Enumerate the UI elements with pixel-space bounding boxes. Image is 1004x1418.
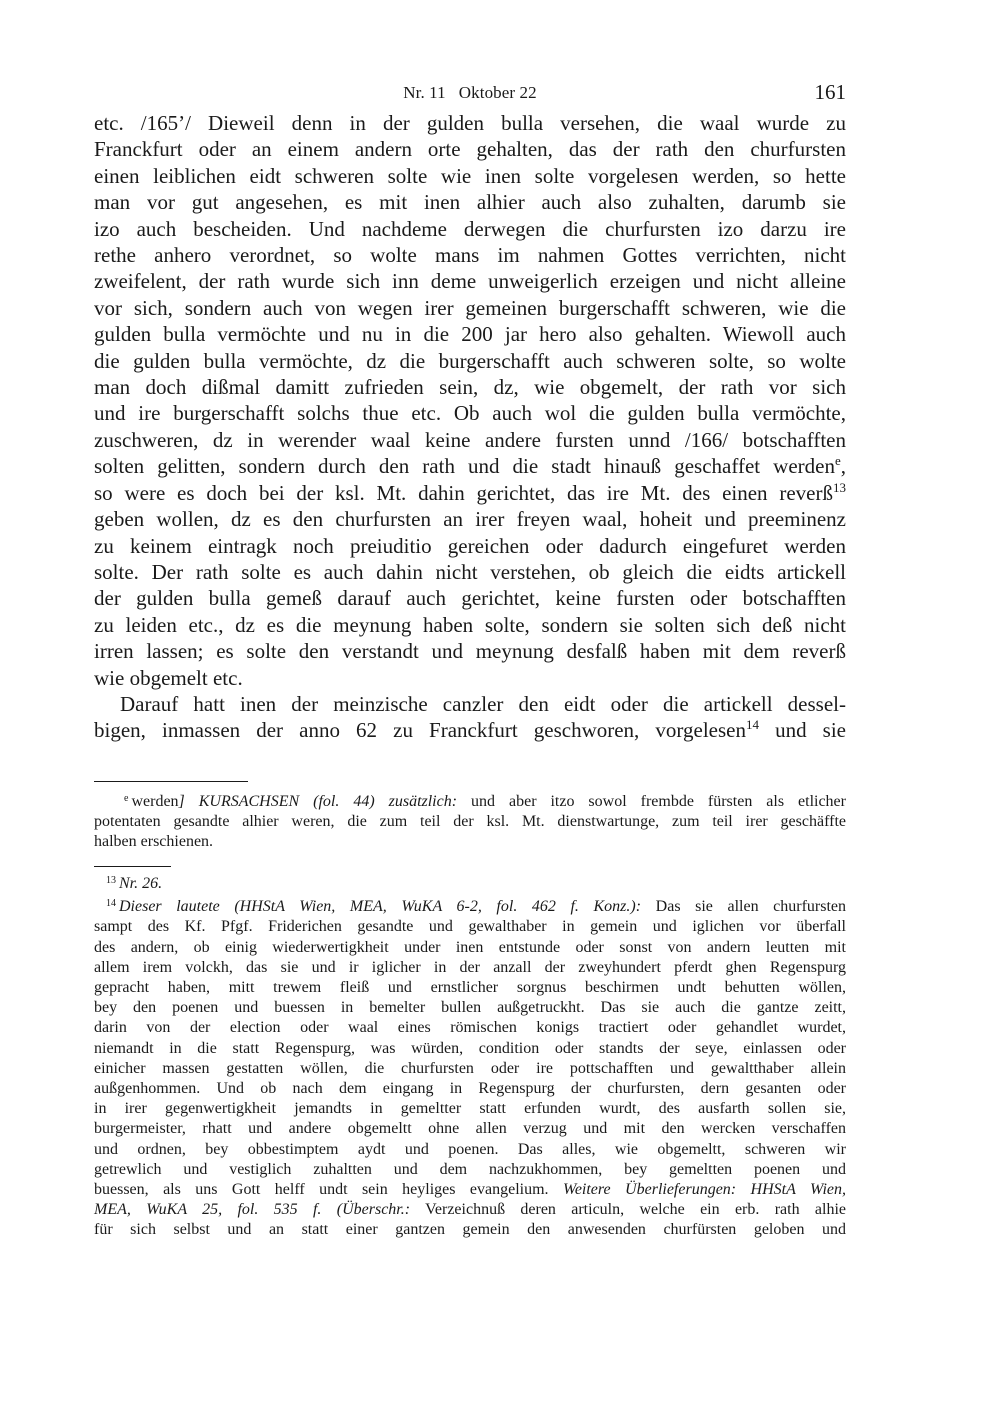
text-line [94, 453, 846, 479]
text-line: zu leiden etc., dz es die meynung haben solte, sondern sie solten sich deß nicht [94, 612, 846, 637]
main-text [94, 110, 846, 744]
critical-apparatus [94, 789, 846, 853]
footnote-14-line: und ordnen, bey obbestimptem aydt und poenen. Das alles, wie obgemeltt, schweren wir [94, 1140, 846, 1158]
text-line: geben wollen, dz es den churfursten an irer freyen waal, hoheit und preeminenz [94, 507, 846, 532]
text-line: irren lassen; es solte den verstandt und meynung desfalß haben mit dem reverß [94, 639, 846, 664]
footnote-source: Dieser lautete (HHStA Wien, MEA, WuKA 6-2, fol. 462 f. Konz.): [119, 898, 642, 916]
text-line: man vor gut angesehen, es mit inen alhier auch also zuhalten, darumb sie [94, 190, 846, 215]
footnote-14-line [94, 1180, 846, 1200]
text-line: zweifelent, der rath wurde sich inn deme unweigerlich erzeigen und nicht alleine [94, 269, 846, 294]
footnotes-rule [94, 866, 171, 867]
footnote-14-line [94, 1200, 846, 1220]
footnote-14-line: bey den poenen und buessen in bemelter bullen außgetruckht. Das sie auch die gantze zeitt, [94, 999, 846, 1017]
footnote-source: MEA, WuKA 25, fol. 535 f. (Überschr.: [94, 1201, 411, 1219]
footnote-marker: 14 [106, 898, 116, 910]
paragraph-1 [94, 110, 846, 691]
footnote-14-line: in irer gegenwertigkheit jemandts in gemeltter statt erfunden wurdt, des ausfarth sollen sie, [94, 1100, 846, 1118]
text-line: vor sich, sondern auch von wegen irer gemeinen burgerschafft schweren, wie die [94, 295, 846, 320]
footnote-text: buessen, als uns Gott helff undt sein heyliges evangelium. [94, 1181, 563, 1199]
footnote-e-line: potentaten gesandte alhier weren, die zum teil der ksl. Mt. dienstwartunge, zum teil irer geschäffte [94, 813, 846, 831]
footnote-ref-e[interactable]: e [834, 453, 841, 469]
critical-apparatus-rule [94, 781, 248, 782]
running-title: Nr. 11 Oktober 22 [403, 83, 537, 102]
text-line: Franckfurt oder an einem andern orte gehalten, das der rath den churfursten [94, 137, 846, 162]
footnote-14-line: für sich selbst und an statt einer gantzen gemein den anwesenden churfürsten geloben und [94, 1221, 846, 1239]
footnote-14-line: darin von der election oder waal eines römischen konigs tractiert oder gehandlet wurdet, [94, 1019, 846, 1037]
line-text: solten gelitten, sondern durch den rath und die stadt hinauß geschaffet werden [94, 454, 835, 479]
footnote-14-line: allem irem volckh, das sie und ir iglicher in der anzall der zweyhundert pferdt ghen Regenspurg [94, 958, 846, 976]
footnote-14-line [94, 894, 846, 917]
footnote-e-line [94, 789, 846, 812]
line-text: so were es doch bei der ksl. Mt. dahin gerichtet, das ire Mt. des einen reverß [94, 480, 833, 505]
paragraph-2 [94, 691, 846, 744]
text-line: zu keinem eintragk noch preiuditio gereichen oder dadurch eingefuret werden [94, 533, 846, 558]
footnote-source: ] KURSACHSEN (fol. 44) zusätzlich: [178, 793, 458, 810]
footnote-lemma: werden [131, 793, 179, 810]
footnote-14-line: gepracht haben, mitt trewem fleiß und ernstlicher sorgnus beschirmen undt behutten wöllen, [94, 979, 846, 997]
text-line [94, 717, 846, 743]
footnote-source: Weitere Überlieferungen: HHStA Wien, [562, 1181, 847, 1199]
running-head [94, 80, 846, 106]
footnote-14-line: getrewlich und vestiglich zuhaltten und dem nachzukhommen, bey gemeltten poenen und [94, 1160, 846, 1178]
text-line [94, 480, 846, 506]
text-line: rethe anhero verordnet, so wolte mans im nahmen Gottes verrichten, nicht [94, 243, 846, 268]
footnote-marker: e [124, 793, 129, 804]
footnote-ref-14[interactable]: 14 [745, 717, 759, 733]
footnote-14-line: außgenhommen. Und ob nach dem eingang in Regenspurg der churfursten, dern gesanten oder [94, 1080, 846, 1098]
footnote-e-line: halben erschienen. [94, 833, 214, 851]
footnote-13 [94, 871, 846, 894]
footnote-text: und aber itzo sowol frembde fürsten als etlicher [457, 793, 846, 810]
footnote-ref-13[interactable]: 13 [832, 479, 846, 495]
line-text: bigen, inmassen der anno 62 zu Franckfurt geschworen, vorgelesen [94, 718, 746, 743]
text-line: etc. /165’/ Dieweil denn in der gulden bulla versehen, die waal wurde zu [94, 111, 846, 135]
footnote-text: Das sie allen churfursten [641, 898, 847, 916]
text-line: solte. Der rath solte es auch dahin nicht verstehen, ob gleich die eidts artickell [94, 559, 846, 584]
text-line: gulden bulla vermöchte und nu in die 200 jar hero also gehalten. Wiewoll auch [94, 322, 846, 347]
footnote-14-line: einicher massen gestatten wöllen, die churfursten oder ire pottschafften und gewaltthaber allein [94, 1059, 846, 1077]
footnote-14-line: burgermeister, rhatt und andere obgemeltt ohne allen verzug und mit den wercken verschaffen [94, 1120, 846, 1138]
footnote-14-line: niemandt in die statt Regenspurg, was würden, condition oder standts der seye, einlassen oder [94, 1039, 846, 1057]
footnote-marker: 13 [106, 875, 116, 886]
footnote-14-line: des andern, ob einig wiederwertigkheit under inen entstunde oder sonst von andern leutten mit [94, 938, 846, 956]
text-line: zuschweren, dz in werender waal keine andere fursten unnd /166/ botschafften [94, 427, 846, 452]
text-line: und ire burgerschafft solchs thue etc. Ob auch wol die gulden bulla vermöchte, [94, 401, 846, 426]
footnotes [94, 871, 846, 1241]
text-line: die gulden bulla vermöchte, dz die burgerschafft auch schweren solte, so wolte [94, 348, 846, 373]
footnote-text: Verzeichnuß deren articuln, welche ein erb. rath alhie [410, 1201, 846, 1219]
text-line: wie obgemelt etc. [94, 665, 243, 690]
text-line: man doch dißmal damitt zufrieden sein, dz, wie obgemelt, der rath vor sich [94, 375, 846, 400]
line-tail: und sie [759, 718, 847, 743]
page-number: 161 [814, 80, 846, 104]
text-line: einen leiblichen eidt schweren solte wie inen solte vorgelesen werden, so hette [94, 163, 846, 188]
line-tail: , [840, 454, 846, 479]
text-line: izo auch bescheiden. Und nachdeme derwegen die churfursten izo darzu ire [94, 216, 846, 241]
text-line: Darauf hatt inen der meinzische canzler den eidt oder die artickell dessel- [120, 691, 846, 716]
footnote-text: Nr. 26. [119, 875, 163, 892]
text-line: der gulden bulla gemeß darauf auch gerichtet, keine fursten oder botschafften [94, 586, 846, 611]
footnote-14-line: sampt des Kf. Pfgf. Friderichen gesandte und gewalthaber in gemein und iglichen vor überfall [94, 918, 846, 936]
